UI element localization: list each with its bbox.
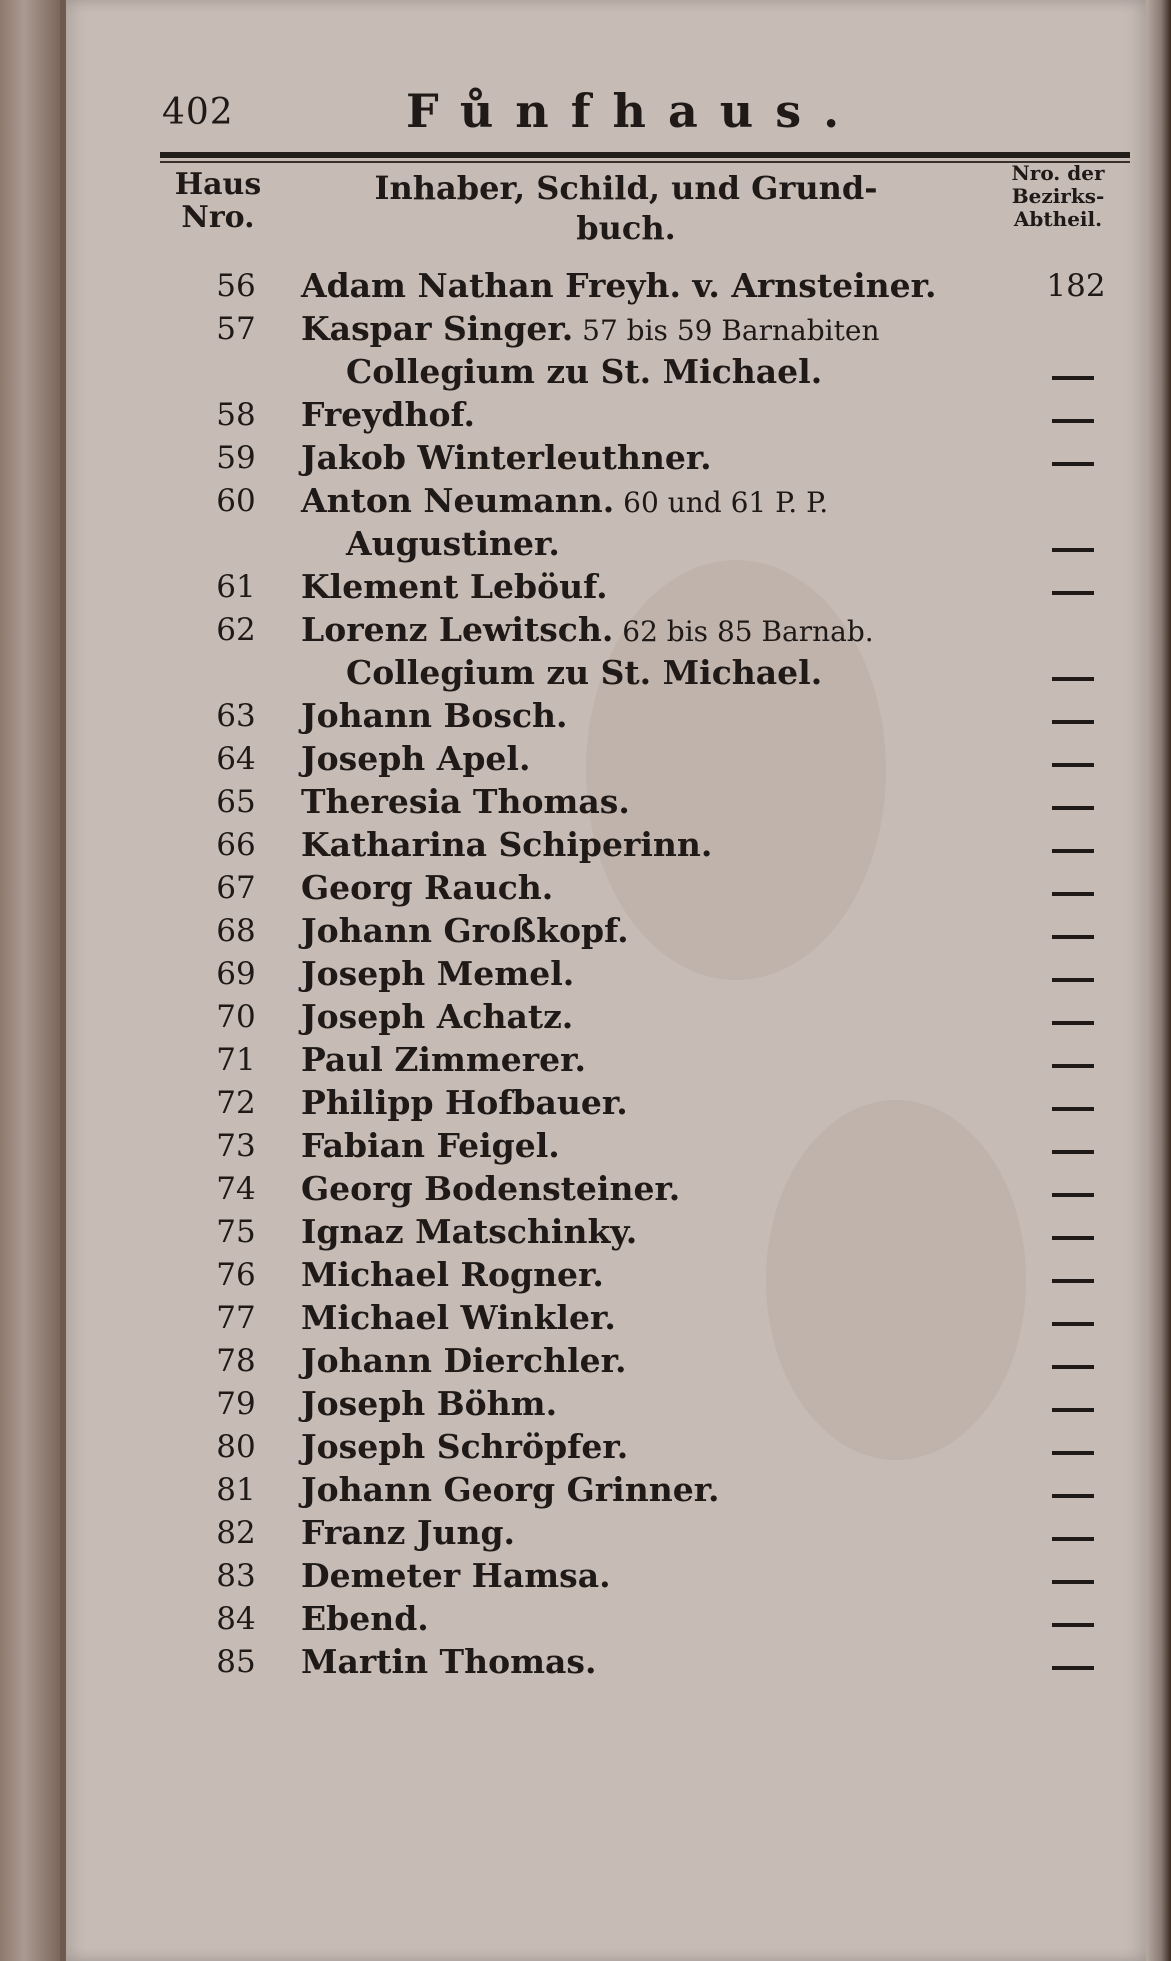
house-number: 64 — [216, 741, 256, 777]
house-number: 83 — [216, 1558, 256, 1594]
house-number: 82 — [216, 1515, 256, 1551]
owner-name — [301, 997, 573, 1036]
column-header-bezirk — [978, 162, 1138, 231]
owner-name — [301, 481, 828, 520]
ditto-dash — [1052, 677, 1094, 681]
owner-name-text: Johann Dierchler. — [301, 1341, 627, 1380]
owner-name — [301, 1040, 586, 1079]
ditto-dash — [1052, 1236, 1094, 1240]
ditto-dash — [1052, 1107, 1094, 1111]
owner-name-text: Georg Bodensteiner. — [301, 1169, 681, 1208]
house-number: 63 — [216, 698, 256, 734]
ditto-dash — [1052, 1494, 1094, 1498]
owner-name-text: Collegium zu St. Michael. — [346, 352, 823, 391]
ditto-dash — [1052, 1537, 1094, 1541]
register-row — [66, 1040, 1146, 1083]
register-row — [66, 653, 1146, 696]
register-row — [66, 1599, 1146, 1642]
ditto-dash — [1052, 806, 1094, 810]
owner-name — [301, 954, 574, 993]
owner-name — [346, 653, 822, 692]
owner-name — [301, 1169, 680, 1208]
column-header-bezirk-line3: Abtheil. — [1013, 207, 1103, 231]
owner-name — [301, 438, 712, 477]
ditto-dash — [1052, 1150, 1094, 1154]
house-number: 70 — [216, 999, 256, 1035]
owner-name — [301, 1556, 611, 1595]
owner-name — [301, 1384, 557, 1423]
house-number: 69 — [216, 956, 256, 992]
ditto-dash — [1052, 548, 1094, 552]
owner-name-text: Joseph Böhm. — [301, 1384, 558, 1423]
owner-name-text: Freydhof. — [301, 395, 475, 434]
owner-name-text: Anton Neumann. — [301, 481, 615, 520]
ditto-dash — [1052, 419, 1094, 423]
owner-name — [301, 610, 874, 649]
house-number: 75 — [216, 1214, 256, 1250]
house-number: 60 — [216, 483, 256, 519]
house-number: 65 — [216, 784, 256, 820]
ditto-dash — [1052, 591, 1094, 595]
register-row — [66, 696, 1146, 739]
ditto-dash — [1052, 892, 1094, 896]
owner-name — [301, 739, 530, 778]
register-row — [66, 524, 1146, 567]
house-number: 62 — [216, 612, 256, 648]
house-number: 72 — [216, 1085, 256, 1121]
ditto-dash — [1052, 1666, 1094, 1670]
register-row — [66, 1384, 1146, 1427]
page-number: 402 — [162, 92, 234, 133]
register-row — [66, 997, 1146, 1040]
owner-name-text: Ebend. — [301, 1599, 429, 1638]
register-row — [66, 266, 1146, 309]
owner-name-text: Johann Georg Grinner. — [301, 1470, 720, 1509]
register-row — [66, 1255, 1146, 1298]
house-number: 81 — [216, 1472, 256, 1508]
register-row — [66, 868, 1146, 911]
register-row — [66, 438, 1146, 481]
ditto-dash — [1052, 978, 1094, 982]
page-header — [66, 82, 1146, 142]
owner-name — [301, 868, 553, 907]
column-header-haus-line1: Haus — [174, 167, 262, 202]
owner-name-text: Georg Rauch. — [301, 868, 554, 907]
owner-name-text: Joseph Schröpfer. — [301, 1427, 629, 1466]
ditto-dash — [1052, 1193, 1094, 1197]
book-page — [66, 0, 1146, 1961]
owner-name — [301, 1341, 626, 1380]
column-header-bezirk-line1: Nro. der — [1011, 161, 1105, 185]
house-number: 68 — [216, 913, 256, 949]
owner-name-text: Jakob Winterleuthner. — [301, 438, 712, 477]
register-row — [66, 352, 1146, 395]
page-edge — [1146, 0, 1171, 1961]
register-row — [66, 825, 1146, 868]
ditto-dash — [1052, 1064, 1094, 1068]
owner-name — [301, 1255, 604, 1294]
register-row — [66, 1298, 1146, 1341]
owner-name — [346, 524, 560, 563]
register-row — [66, 1556, 1146, 1599]
owner-name-text: Johann Großkopf. — [301, 911, 629, 950]
owner-name — [301, 395, 475, 434]
header-rule — [160, 152, 1130, 158]
owner-name — [301, 1212, 637, 1251]
register-row — [66, 395, 1146, 438]
owner-name-text: Philipp Hofbauer. — [301, 1083, 628, 1122]
house-number: 76 — [216, 1257, 256, 1293]
owner-name-text: Michael Winkler. — [301, 1298, 616, 1337]
ditto-dash — [1052, 849, 1094, 853]
register-row — [66, 1169, 1146, 1212]
owner-name — [301, 309, 879, 348]
owner-name — [301, 911, 629, 950]
owner-note: 62 bis 85 Barnab. — [613, 615, 874, 648]
owner-name-text: Michael Rogner. — [301, 1255, 604, 1294]
house-number: 77 — [216, 1300, 256, 1336]
owner-name-text: Demeter Hamsa. — [301, 1556, 611, 1595]
register-row — [66, 1470, 1146, 1513]
house-number: 85 — [216, 1644, 256, 1680]
district-number: 182 — [1046, 268, 1106, 304]
owner-name — [301, 266, 937, 305]
owner-name — [301, 1083, 628, 1122]
register-row — [66, 1341, 1146, 1384]
ditto-dash — [1052, 763, 1094, 767]
register-list — [66, 266, 1146, 1685]
register-row — [66, 1513, 1146, 1556]
house-number: 80 — [216, 1429, 256, 1465]
register-row — [66, 1427, 1146, 1470]
house-number: 56 — [216, 268, 256, 304]
ditto-dash — [1052, 935, 1094, 939]
owner-name-text: Martin Thomas. — [301, 1642, 597, 1681]
owner-name-text: Ignaz Matschinky. — [301, 1212, 638, 1251]
owner-name-text: Lorenz Lewitsch. — [301, 610, 614, 649]
house-number: 79 — [216, 1386, 256, 1422]
house-number: 74 — [216, 1171, 256, 1207]
owner-name-text: Kaspar Singer. — [301, 309, 574, 348]
owner-name — [301, 1470, 720, 1509]
owner-name-text: Katharina Schiperinn. — [301, 825, 713, 864]
owner-name-text: Fabian Feigel. — [301, 1126, 560, 1165]
register-row — [66, 1083, 1146, 1126]
house-number: 78 — [216, 1343, 256, 1379]
owner-name-text: Theresia Thomas. — [301, 782, 630, 821]
column-header-haus — [158, 168, 278, 234]
register-row — [66, 309, 1146, 352]
owner-name-text: Joseph Memel. — [301, 954, 575, 993]
ditto-dash — [1052, 1021, 1094, 1025]
register-row — [66, 782, 1146, 825]
register-row — [66, 1212, 1146, 1255]
column-header-bezirk-line2: Bezirks- — [1011, 184, 1105, 208]
house-number: 61 — [216, 569, 256, 605]
register-row — [66, 1642, 1146, 1685]
owner-name-text: Franz Jung. — [301, 1513, 516, 1552]
owner-name — [301, 1298, 616, 1337]
ditto-dash — [1052, 720, 1094, 724]
ditto-dash — [1052, 1322, 1094, 1326]
owner-name — [301, 1599, 429, 1638]
owner-note: 60 und 61 P. P. — [614, 486, 829, 519]
owner-note: 57 bis 59 Barnabiten — [573, 314, 880, 347]
house-number: 57 — [216, 311, 256, 347]
owner-name — [346, 352, 822, 391]
owner-name-text: Joseph Apel. — [301, 739, 531, 778]
owner-name-text: Joseph Achatz. — [301, 997, 574, 1036]
ditto-dash — [1052, 1408, 1094, 1412]
column-header-haus-line2: Nro. — [181, 200, 255, 235]
house-number: 71 — [216, 1042, 256, 1078]
column-header-inhaber: Inhaber, Schild, und Grund-buch. — [374, 169, 878, 247]
register-row — [66, 739, 1146, 782]
owner-name-text: Johann Bosch. — [301, 696, 568, 735]
register-row — [66, 481, 1146, 524]
owner-name — [301, 782, 630, 821]
register-row — [66, 911, 1146, 954]
owner-name — [301, 825, 712, 864]
ditto-dash — [1052, 1580, 1094, 1584]
house-number: 67 — [216, 870, 256, 906]
owner-name — [301, 1126, 560, 1165]
house-number: 59 — [216, 440, 256, 476]
house-number: 73 — [216, 1128, 256, 1164]
ditto-dash — [1052, 1623, 1094, 1627]
register-row — [66, 610, 1146, 653]
owner-name-text: Augustiner. — [346, 524, 560, 563]
owner-name — [301, 1427, 628, 1466]
ditto-dash — [1052, 1279, 1094, 1283]
register-row — [66, 1126, 1146, 1169]
ditto-dash — [1052, 1365, 1094, 1369]
owner-name-text: Paul Zimmerer. — [301, 1040, 587, 1079]
ditto-dash — [1052, 462, 1094, 466]
owner-name — [301, 1642, 597, 1681]
book-spine — [0, 0, 60, 1961]
house-number: 58 — [216, 397, 256, 433]
register-row — [66, 954, 1146, 997]
house-number: 84 — [216, 1601, 256, 1637]
owner-name — [301, 1513, 515, 1552]
owner-name-text: Collegium zu St. Michael. — [346, 653, 823, 692]
running-title: Fůnfhaus. — [406, 84, 862, 138]
owner-name — [301, 696, 568, 735]
owner-name-text: Klement Leböuf. — [301, 567, 608, 606]
owner-name — [301, 567, 608, 606]
register-row — [66, 567, 1146, 610]
owner-name-text: Adam Nathan Freyh. v. Arnsteiner. — [301, 266, 937, 305]
ditto-dash — [1052, 1451, 1094, 1455]
house-number: 66 — [216, 827, 256, 863]
ditto-dash — [1052, 376, 1094, 380]
